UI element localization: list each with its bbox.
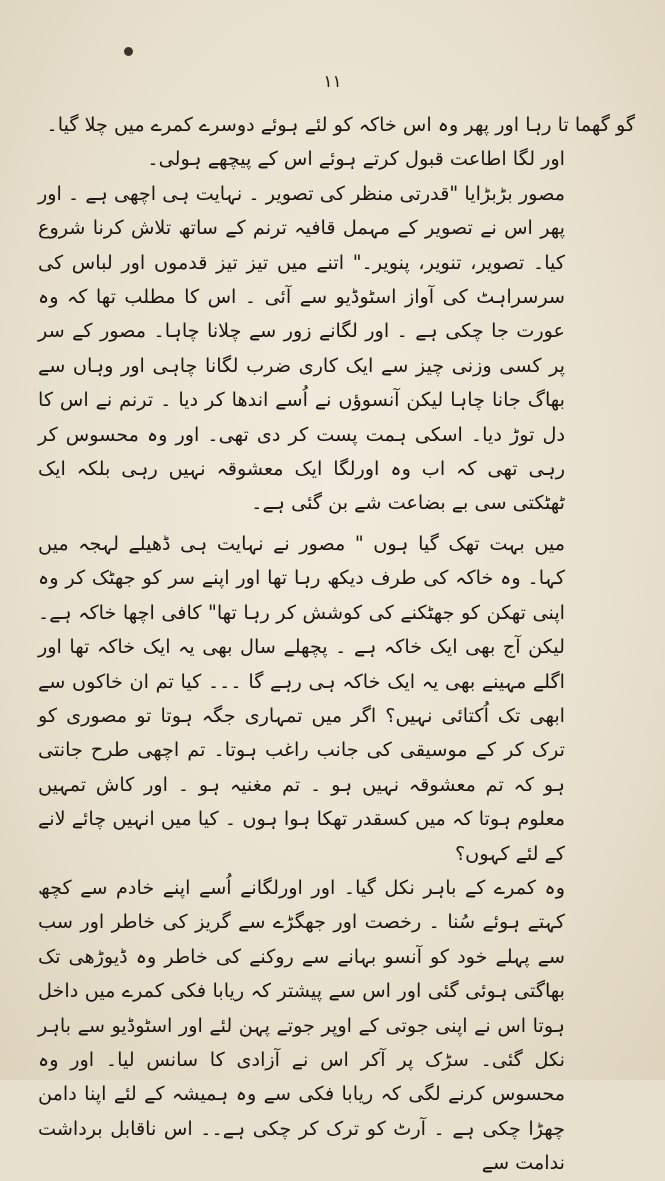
paragraph-3: مصور بڑبڑایا "قدرتی منظر کی تصویر ۔ نہایت ہی اچھی ہے ۔ اور پھر اس نے تصویر کے مہمل قافیہ ترنم کے ساتھ تلاش کرنا شروع کیا۔ تصویر، تنویر، پنویر۔" اتنے میں تیز تیز قدموں اور لباس کی سرسراہٹ کی آواز اسٹوڈیو سے آئی ۔ اس کا مطلب تھا کہ وہ عورت جا چکی ہے ۔ اور لگانے زور سے چلانا چاہا۔ مصور کے سر پر کسی وزنی چیز سے ایک کاری ضرب لگانا چاہی اور وہاں سے بھاگ جانا چاہا لیکن آنسوؤں نے اُسے اندھا کر دیا ۔ ترنم نے اس کا دل توڑ دیا۔ اسکی ہمت پست کر دی تھی۔ اور وہ محسوس کر رہی تھی کہ اب وہ اورلگا ایک معشوقہ نہیں رہی بلکہ ایک ٹھٹکتی سی بے بضاعت شے بن گئی ہے۔ xyxy=(38,181,565,515)
paragraph-2: اور لگا اطاعت قبول کرتے ہوئے اس کے پیچھے ہولی۔ xyxy=(147,147,565,171)
paragraph-1: گو گھما تا رہا اور پھر وہ اس خاکہ کو لئے ہوئے دوسرے کمرے میں چلا گیا۔ xyxy=(46,113,635,136)
paragraph-4: میں بہت تھک گیا ہوں " مصور نے نہایت ہی ڈھیلے لہجہ میں کہا۔ وہ خاکہ کی طرف دیکھ رہا تھا اور اپنے سر کو جھٹک کر وہ اپنی تھکن کو جھٹکنے کی کوشش کر رہا تھا" کافی اچھا خاکہ ہے۔ لیکن آج بھی ایک خاکہ ہے ۔ پچھلے سال بھی یہ ایک خاکہ تھا اور اگلے مہینے بھی یہ ایک خاکہ ہی رہے گا ۔۔۔ کیا تم ان خاکوں سے ابھی تک اُکتائی نہیں؟ اگر میں تمہاری جگہ ہوتا تو مصوری کو ترک کر کے موسیقی کی جانب راغب ہوتا۔ تم اچھی طرح جانتی ہو کہ تم معشوقہ نہیں ہو ۔ تم مغنیہ ہو ۔ اور کاش تمہیں معلوم ہوتا کہ میں کسقدر تھکا ہوا ہوں ۔ کیا میں انہیں چائے لانے کے لئے کہوں؟ xyxy=(38,531,565,865)
body-text xyxy=(38,108,635,1181)
ink-spot xyxy=(124,47,133,56)
paragraph-5: وہ کمرے کے باہر نکل گیا۔ اور اورلگانے اُسے اپنے خادم سے کچھ کہتے ہوئے سُنا ۔ رخصت اور جھگڑے سے گریز کی خاطر اور سب سے پہلے خود کو آنسو بہانے سے روکنے کی خاطر وہ ڈیوڑھی تک بھاگتی ہوئی گئی اور اس سے پیشتر کہ ریابا فکی کمرے میں داخل ہوتا اس نے اپنی جوتی کے اوپر جوتے پہن لئے اور اسٹوڈیو سے باہر نکل گئی۔ سڑک پر آکر اس نے آزادی کا سانس لیا۔ اور وہ محسوس کرنے لگی کہ ریابا فکی سے وہ ہمیشہ کے لئے اپنا دامن چھڑا چکی ہے ۔ آرٹ کو ترک کر چکی ہے۔۔ اس ناقابل برداشت ندامت سے xyxy=(38,875,565,1175)
page-number: ۱۱ xyxy=(323,72,342,92)
